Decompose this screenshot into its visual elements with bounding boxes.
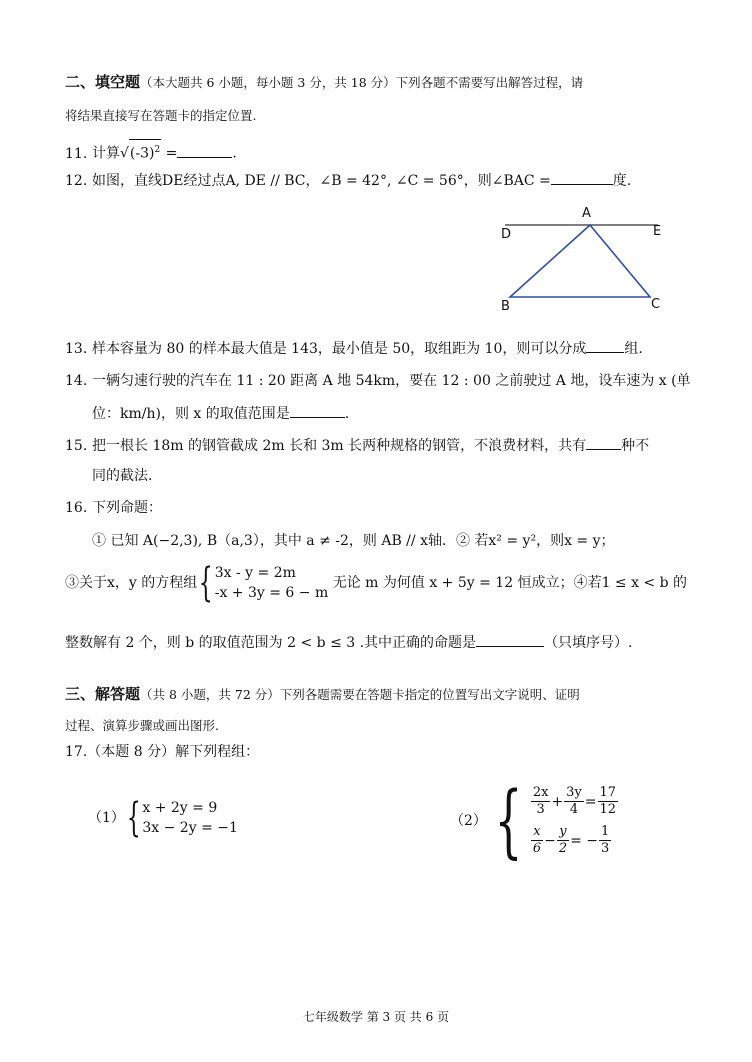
equation-2: $\frac{x}{6}$ − $\frac{y}{2}$ = − $\frac{1}{3}$ [532, 824, 610, 856]
question-number: 14. [65, 373, 88, 389]
sqrt-expression: $(-3)^2$ [129, 139, 161, 164]
q17-part-2: （2） { $\frac{2x}{3}$ + $\frac{3y}{4}$ = $\frac{17}{12}$ $\frac{x}{6}$ − $\frac{y}{2}$ = − $\frac{1}{3}$ [450, 776, 619, 866]
equation-system: x + 2y = 9 3x − 2y = −1 [142, 800, 238, 836]
label-b: B [501, 299, 510, 314]
question-13: 13. 样本容量为 80 的样本最大值是 143，最小值是 50，取组距为 10，则可以分成 组. [65, 338, 643, 359]
section-3-desc-cont: 过程、演算步骤或画出图形. [65, 718, 219, 733]
label-c: C [651, 297, 661, 312]
question-16: 16. 下列命题： [65, 500, 162, 516]
answer-blank[interactable] [551, 170, 613, 185]
triangle-figure [495, 200, 670, 315]
equation-system: 3x - y = 2m -x + 3y = 6 − m [214, 565, 329, 601]
answer-blank[interactable] [476, 632, 544, 647]
section-2-desc-cont: 将结果直接写在答题卡的指定位置. [65, 108, 257, 123]
proposition-1-2: ① 已知 A(−2,3), B（a,3），其中 a ≠ -2，则 AB // x轴．② 若x² = y²，则x = y； [92, 533, 615, 549]
proposition-3: ③关于x，y 的方程组 { 3x - y = 2m -x + 3y = 6 − m 无论 m 为何值 x + 5y = 12 恒成立；④若1 ≤ x < b 的 [65, 560, 688, 606]
question-number: 11. [65, 145, 88, 162]
section-3-title: 三、解答题 [65, 685, 141, 703]
answer-blank[interactable] [586, 435, 621, 450]
answer-blank[interactable] [177, 143, 232, 158]
question-number: 13. [65, 341, 88, 357]
proposition-4: 整数解有 2 个，则 b 的取值范围为 2 < b ≤ 3 .其中正确的命题是 （只填序号）. [65, 632, 633, 653]
question-17: 17.（本题 8 分）解下列程组： [65, 744, 260, 760]
section-3-desc: （共 8 小题，共 72 分）下列各题需要在答题卡指定的位置写出文字说明、证明 [140, 687, 580, 702]
answer-blank[interactable] [290, 403, 345, 418]
triangle-abc [510, 225, 650, 297]
question-14-cont: 位：km/h)，则 x 的取值范围是 . [92, 403, 349, 424]
equation-system [530, 785, 619, 857]
question-number: 16. [65, 500, 88, 516]
question-number: 12. [65, 173, 88, 189]
label-a: A [582, 206, 591, 221]
answer-blank[interactable] [586, 338, 624, 353]
question-15-cont: 同的截法. [92, 468, 153, 484]
q17-part-1: （1） { x + 2y = 9 3x − 2y = −1 [88, 795, 238, 841]
page-footer: 七年级数学 第 3 页 共 6 页 [302, 1010, 450, 1024]
label-e: E [653, 224, 662, 239]
question-11: 11. 计算$√(-3)^2$ = . [65, 139, 237, 164]
section-2-header [65, 72, 583, 93]
question-12: 12. 如图，直线DE经过点A, DE // BC，∠B = 42°, ∠C = 56°，则∠BAC = 度. [65, 170, 631, 191]
question-14: 14. 一辆匀速行驶的汽车在 11 : 20 距离 A 地 54km，要在 12 : 00 之前驶过 A 地，设车速为 x (单 [65, 373, 691, 389]
section-2-desc: （本大题共 6 小题，每小题 3 分，共 18 分）下列各题不需要写出解答过程，请 [140, 75, 584, 90]
section-2-title: 二、填空题 [65, 73, 141, 91]
equation-1: $\frac{2x}{3}$ + $\frac{3y}{4}$ = $\frac{17}{12}$ [532, 785, 617, 817]
question-number: 15. [65, 438, 88, 454]
section-3-header [65, 684, 580, 705]
question-15: 15. 把一根长 18m 的钢管截成 2m 长和 3m 长两种规格的钢管，不浪费材料，共有 种不 [65, 435, 649, 456]
label-d: D [501, 227, 512, 242]
